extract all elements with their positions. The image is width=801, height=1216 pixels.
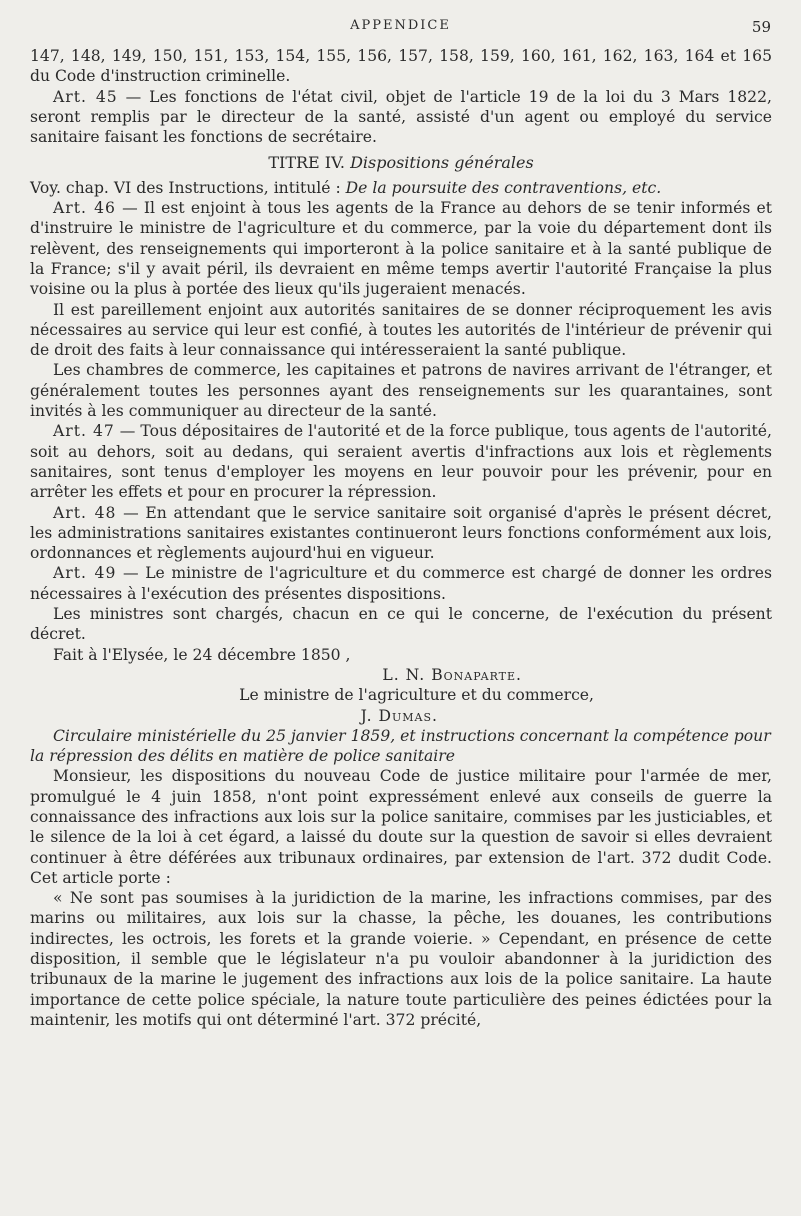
signature-name-2: [30, 706, 772, 726]
title-label: TITRE IV.: [268, 153, 345, 173]
opening-paragraph: 147, 148, 149, 150, 151, 153, 154, 155, 156, 157, 158, 159, 160, 161, 162, 163, 164 et 165 du Code d'instruction criminelle.: [30, 47, 772, 86]
signature-name-1: [30, 665, 772, 685]
article-label: Art. 46: [53, 199, 116, 218]
article-46-paragraph-3: Les chambres de commerce, les capitaines et patrons de navires arrivant de l'étranger, et généralement toutes les personnes ayant des renseignements sur les quarantaines, sont invités à les communiquer au directeur de la santé.: [30, 361, 772, 421]
article-48: [30, 503, 772, 564]
article-text: — Le ministre de l'agriculture et du commerce est chargé de donner les ordres nécessaires à l'exécution des présentes dispositions.: [30, 564, 772, 603]
signature-minister-title: Le ministre de l'agriculture et du commerce,: [239, 686, 594, 705]
article-text: — En attendant que le service sanitaire soit organisé d'après le présent décret, les administrations sanitaires existantes continueront leurs fonctions conformément aux lois, ordonnances et règlements aujourd'hui en vigueur.: [30, 503, 772, 563]
article-49: [30, 563, 772, 604]
signatory-name: J. Dumas.: [360, 706, 438, 725]
page-body: [30, 46, 772, 1030]
cross-reference: [30, 178, 772, 198]
article-text: — Il est enjoint à tous les agents de la France au dehors de se tenir informés et d'instruire le ministre de l'agriculture et du commerce, par la voie du département dont ils relèvent, des renseignements qui importeront à la police sanitaire et à la santé publique de la France; s'il y avait péril, ils devraient en même temps avertir l'autorité Française la plus voisine ou la plus à portée des lieux qu'ils jugeraient menacés.: [30, 199, 772, 299]
article-label: Art. 49: [53, 564, 117, 583]
article-text: — Tous dépositaires de l'autorité et de la force publique, tous agents de l'autorité, soit au dehors, soit au dedans, qui seraient avertis d'infractions aux lois et règlements sanitaires, sont tenus d'employer les moyens en leur pouvoir pour les prévenir, pour en arrêter les effets et pour en procurer la répression.: [30, 422, 772, 502]
circular-paragraph-2: « Ne sont pas soumises à la juridiction de la marine, les infractions commises, par des marins ou militaires, aux lois sur la chasse, la pêche, les douanes, les contributions indirectes, les octrois, les forets et la grande voierie. » Cependant, en présence de cette disposition, il semble que le législateur n'a pu vouloir abandonner à la juridiction des tribunaux de la marine le jugement des infractions aux lois de la police sanitaire. La haute importance de cette police spéciale, la nature toute particulière des peines édictées pour la maintenir, les motifs qui ont déterminé l'art. 372 précité,: [30, 889, 772, 1029]
running-title: APPENDICE: [350, 18, 451, 33]
article-label: Art. 45: [53, 87, 118, 106]
signature-place-date: Fait à l'Elysée, le 24 décembre 1850 ,: [53, 645, 351, 664]
article-text: — Les fonctions de l'état civil, objet de l'article 19 de la loi du 3 Mars 1822, seront remplis par le directeur de la santé, assisté d'un agent ou employé du service sanitaire faisant les fonctions de secrétaire.: [30, 87, 772, 147]
page-number: 59: [751, 18, 771, 36]
circular-paragraph-1: Monsieur, les dispositions du nouveau Code de justice militaire pour l'armée de mer, promulgué le 4 juin 1858, n'ont point expressément enlevé aux conseils de guerre la connaissance des infractions aux lois sur la police sanitaire, commises par les justiciables, et le silence de la loi à cet égard, a laissé du doute sur la question de savoir si elles devraient continuer à être déférées aux tribunaux ordinaires, par extension de l'art. 372 dudit Code. Cet article porte :: [30, 767, 772, 887]
cross-reference-title: De la poursuite des contraventions, etc.: [345, 178, 662, 197]
circular-heading: Circulaire ministérielle du 25 janvier 1859, et instructions concernant la compétence pour la répression des délits en matière de police sanitaire: [30, 726, 771, 766]
article-49-paragraph-2: Les ministres sont chargés, chacun en ce qui le concerne, de l'exécution du présent décret.: [30, 605, 772, 644]
title-subtitle: Dispositions générales: [350, 153, 534, 173]
article-45: [30, 87, 772, 148]
article-label: Art. 47: [53, 422, 115, 441]
running-header: [0, 18, 801, 42]
article-46: [30, 198, 772, 299]
article-46-paragraph-2: Il est pareillement enjoint aux autorités sanitaires de se donner réciproquement les avis nécessaires au service qui leur est confié, à toutes les autorités de l'intérieur de prévenir qui de droit des faits à leur connaissance qui intéresseraient la santé publique.: [30, 300, 772, 360]
article-47: [30, 421, 772, 502]
cross-reference-prefix: Voy. chap. VI des Instructions, intitulé :: [30, 178, 346, 197]
section-heading: [30, 153, 772, 173]
signatory-name: L. N. Bonaparte.: [382, 665, 522, 684]
article-label: Art. 48: [53, 503, 117, 522]
